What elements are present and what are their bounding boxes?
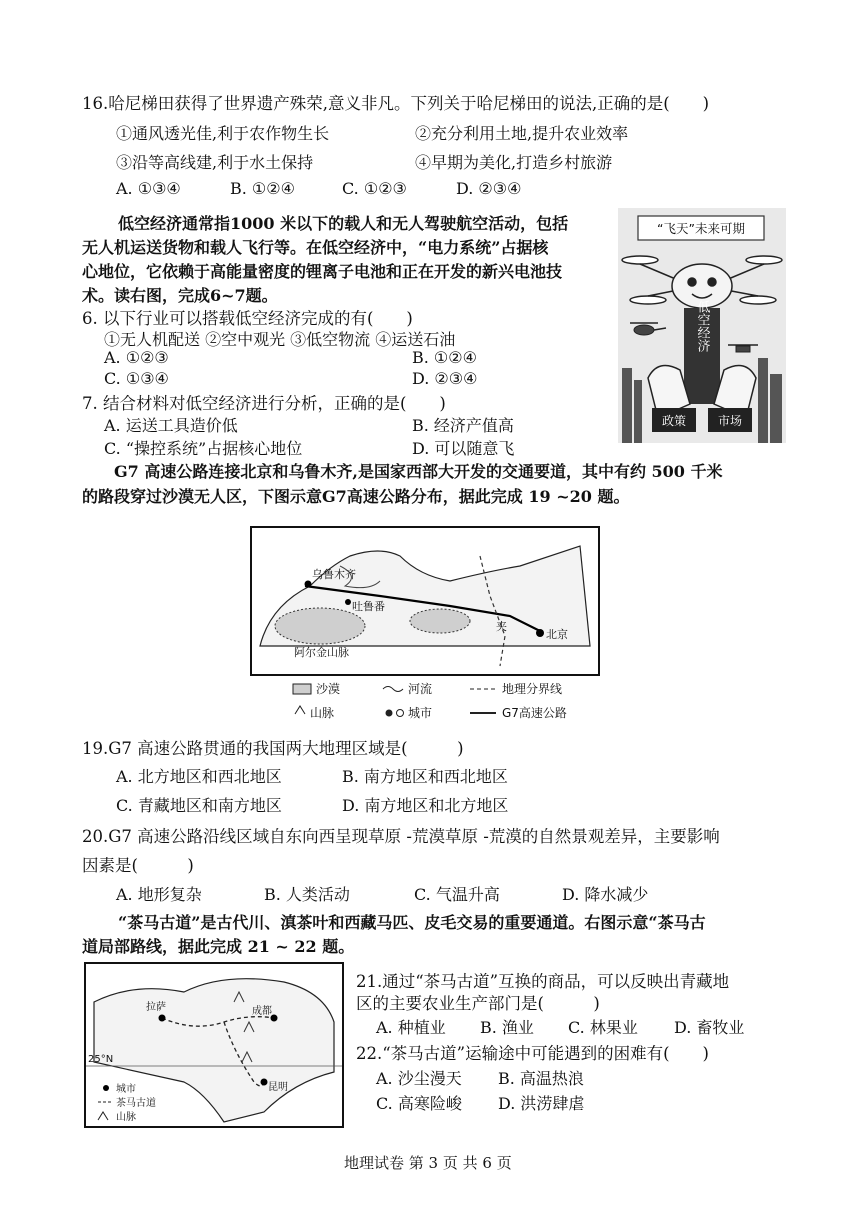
q22-choice-a: A. 沙尘漫天 (376, 1069, 462, 1088)
q19-choice-c: C. 青藏地区和南方地区 (116, 796, 282, 815)
page-footer: 地理试卷 第 3 页 共 6 页 (344, 1154, 512, 1172)
tea-label-lhasa: 拉萨 (146, 1002, 166, 1013)
g7-intro-line-2: 的路段穿过沙漠无人区，下图示意G7高速公路分布，据此完成 19 ~20 题。 (82, 487, 630, 506)
q6-stem: 6. 以下行业可以搭载低空经济完成的有( ) (82, 309, 413, 328)
map-label-beijing: 北京 (546, 628, 568, 641)
q20-choice-a: A. 地形复杂 (116, 885, 202, 904)
legend-mountain: 山脉 (310, 706, 335, 720)
kunming-city-marker (261, 1079, 268, 1086)
tea-legend-city: 城市 (116, 1084, 136, 1095)
legend-boundary: 地理分界线 (502, 682, 563, 696)
q21-choice-c: C. 林果业 (568, 1018, 638, 1037)
q22-choice-d: D. 洪涝肆虐 (498, 1094, 585, 1113)
legend-desert-swatch (293, 684, 311, 694)
q16-choice-b: B. ①②④ (230, 179, 295, 198)
legend-highway: G7高速公路 (502, 706, 567, 720)
q7-choice-a: A. 运送工具造价低 (104, 416, 238, 435)
map-label-urumqi: 乌鲁木齐 (312, 568, 356, 581)
desert-area-west (275, 608, 365, 644)
q6-choice-a: A. ①②③ (104, 348, 169, 367)
low-altitude-intro-line-4: 术。读右图，完成6~7题。 (82, 286, 278, 305)
legend-mountain-symbol (295, 706, 305, 714)
cartoon-market-label: 市场 (717, 414, 743, 428)
q16-choice-d: D. ②③④ (456, 179, 522, 198)
q16-choice-c: C. ①②③ (342, 179, 407, 198)
q20-choice-c: C. 气温升高 (414, 885, 500, 904)
q6-choice-d: D. ②③④ (412, 369, 478, 388)
q16-option-2: ②充分利用土地,提升农业效率 (415, 124, 629, 143)
tea-legend-mountain: 山脉 (116, 1112, 136, 1123)
g7-highway-map (250, 526, 600, 726)
q19-stem: 19.G7 高速公路贯通的我国两大地理区域是( ) (82, 739, 464, 758)
q16-choice-a: A. ①③④ (116, 179, 181, 198)
g7-intro-line-1: G7 高速公路连接北京和乌鲁木齐,是国家西部大开发的交通要道，其中有约 500 千米 (114, 462, 723, 481)
tea-legend-route: 茶马古道 (116, 1098, 156, 1109)
cartoon-policy-label: 政策 (661, 414, 687, 428)
tea-label-kunming: 昆明 (268, 1082, 288, 1093)
low-altitude-intro-line-2: 无人机运送货物和载人飞行等。在低空经济中，“电力系统”占据核 (82, 238, 549, 257)
q19-choice-a: A. 北方地区和西北地区 (116, 767, 282, 786)
low-altitude-intro-line-1: 低空经济通常指1000 米以下的载人和无人驾驶航空活动，包括 (118, 214, 569, 233)
q20-choice-d: D. 降水减少 (562, 885, 649, 904)
turpan-city-marker (345, 599, 351, 605)
q16-option-1: ①通风透光佳,利于农作物生长 (116, 124, 330, 143)
q20-stem-line-1: 20.G7 高速公路沿线区域自东向西呈现草原 -荒漠草原 -荒漠的自然景观差异，主要影响 (82, 827, 720, 846)
beijing-city-marker (536, 629, 544, 637)
q22-choice-c: C. 高寒险峻 (376, 1094, 462, 1113)
tea-horse-intro-line-2: 道局部路线，据此完成 21 ~ 22 题。 (82, 937, 355, 956)
map-label-fragment: 夹 (496, 620, 507, 633)
desert-area-east (410, 609, 470, 633)
legend-river: 河流 (408, 682, 433, 696)
lhasa-city-marker (159, 1015, 166, 1022)
tea-label-lat: 25°N (88, 1054, 114, 1065)
map-label-altun: 阿尔金山脉 (294, 646, 349, 659)
q22-stem: 22.“茶马古道”运输途中可能遇到的困难有( ) (356, 1044, 709, 1063)
low-altitude-cartoon (618, 208, 786, 443)
legend-city-symbol (386, 710, 393, 717)
legend-desert: 沙漠 (316, 682, 341, 696)
q6-choice-b: B. ①②④ (412, 348, 477, 367)
q6-items: ①无人机配送 ②空中观光 ③低空物流 ④运送石油 (104, 330, 456, 349)
q22-choice-b: B. 高温热浪 (498, 1069, 584, 1088)
q7-choice-c: C. “操控系统”占据核心地位 (104, 439, 303, 458)
q7-choice-d: D. 可以随意飞 (412, 439, 515, 458)
urumqi-city-marker (305, 581, 312, 588)
q19-choice-b: B. 南方地区和西北地区 (342, 767, 508, 786)
q7-stem: 7. 结合材料对低空经济进行分析，正确的是( ) (82, 394, 446, 413)
q19-choice-d: D. 南方地区和北方地区 (342, 796, 509, 815)
q21-choice-d: D. 畜牧业 (674, 1018, 745, 1037)
q7-choice-b: B. 经济产值高 (412, 416, 514, 435)
map-label-turpan: 吐鲁番 (352, 600, 385, 613)
legend-river-symbol (383, 687, 403, 692)
legend-city-symbol-2 (397, 710, 404, 717)
tea-label-chengdu: 成都 (252, 1006, 272, 1017)
q16-option-4: ④早期为美化,打造乡村旅游 (415, 153, 613, 172)
q21-stem-line-2: 区的主要农业生产部门是( ) (356, 994, 600, 1013)
cartoon-box-text: 低空经济 (694, 300, 710, 352)
q21-stem-line-1: 21.通过“茶马古道”互换的商品，可以反映出青藏地 (356, 972, 730, 991)
q16-stem: 16.哈尼梯田获得了世界遗产殊荣,意义非凡。下列关于哈尼梯田的说法,正确的是( ) (82, 94, 710, 113)
legend-city: 城市 (408, 706, 433, 720)
q16-option-3: ③沿等高线建,利于水土保持 (116, 153, 314, 172)
q20-choice-b: B. 人类活动 (264, 885, 350, 904)
low-altitude-box (684, 300, 720, 404)
tea-horse-intro-line-1: “茶马古道”是古代川、滇茶叶和西藏马匹、皮毛交易的重要通道。右图示意“茶马古 (118, 913, 706, 932)
tea-horse-road-map (84, 962, 344, 1128)
cartoon-title: “飞天”未来可期 (657, 221, 745, 236)
q21-choice-b: B. 渔业 (480, 1018, 534, 1037)
q6-choice-c: C. ①③④ (104, 369, 169, 388)
q20-stem-line-2: 因素是( ) (82, 856, 194, 875)
q21-choice-a: A. 种植业 (376, 1018, 446, 1037)
low-altitude-intro-line-3: 心地位，它依赖于高能量密度的锂离子电池和正在开发的新兴电池技 (82, 262, 563, 281)
tea-legend-city-symbol (103, 1085, 109, 1091)
